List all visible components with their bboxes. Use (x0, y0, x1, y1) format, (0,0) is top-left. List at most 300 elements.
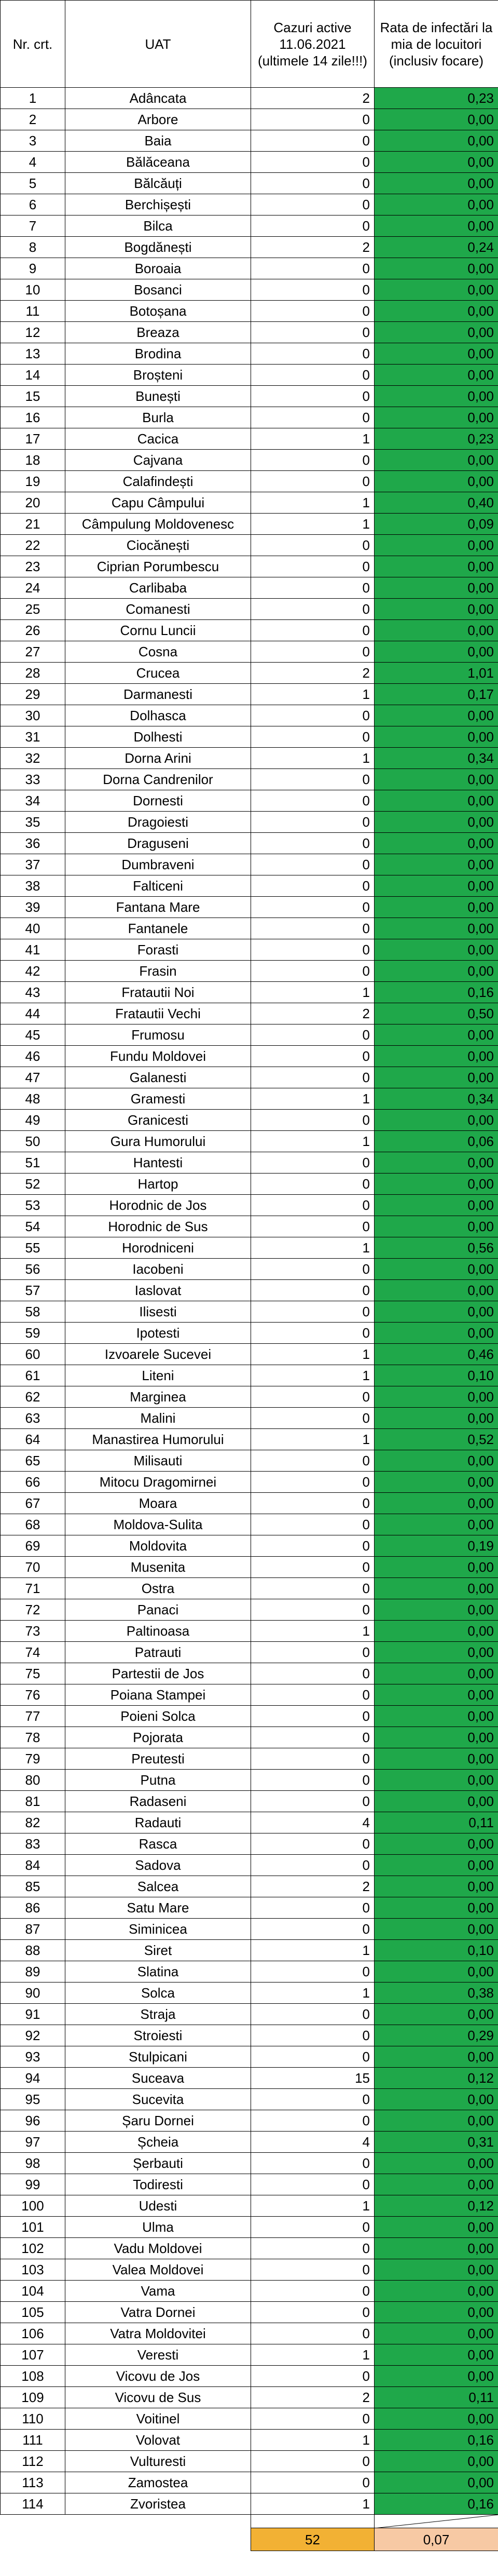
uat-name: Broșteni (65, 365, 251, 386)
table-row (1, 1748, 498, 1770)
active-cases: 0 (251, 1472, 375, 1493)
active-cases: 0 (251, 1386, 375, 1408)
infection-rate: 0,56 (375, 1237, 498, 1259)
uat-name: Botoșana (65, 301, 251, 322)
uat-name: Manastirea Humorului (65, 1429, 251, 1450)
infection-rate: 0,00 (375, 726, 498, 748)
infection-rate: 0,10 (375, 1940, 498, 1961)
uat-name: Dornesti (65, 790, 251, 812)
row-number: 108 (1, 2366, 65, 2387)
active-cases: 0 (251, 577, 375, 599)
row-number: 46 (1, 1046, 65, 1067)
table-row (1, 1237, 498, 1259)
infection-rate: 0,00 (375, 2366, 498, 2387)
uat-name: Capu Câmpului (65, 492, 251, 514)
row-number: 3 (1, 130, 65, 152)
infection-rate: 0,16 (375, 982, 498, 1003)
active-cases: 0 (251, 1706, 375, 1727)
row-number: 29 (1, 684, 65, 705)
active-cases: 0 (251, 1557, 375, 1578)
uat-name: Zamostea (65, 2472, 251, 2493)
table-row (1, 2493, 498, 2515)
row-number: 36 (1, 833, 65, 854)
row-number: 70 (1, 1557, 65, 1578)
uat-name: Siret (65, 1940, 251, 1961)
row-number: 111 (1, 2430, 65, 2451)
infection-rate: 0,00 (375, 1727, 498, 1748)
table-row (1, 1216, 498, 1237)
infection-rate: 0,00 (375, 620, 498, 641)
table-row (1, 1174, 498, 1195)
row-number: 51 (1, 1152, 65, 1174)
infection-rate: 0,00 (375, 875, 498, 897)
table-row (1, 1578, 498, 1599)
table-row (1, 1557, 498, 1578)
infection-rate: 0,00 (375, 535, 498, 556)
active-cases: 0 (251, 2302, 375, 2323)
row-number: 76 (1, 1684, 65, 1706)
active-cases: 0 (251, 173, 375, 194)
row-number: 38 (1, 875, 65, 897)
row-number: 9 (1, 258, 65, 279)
uat-name: Radaseni (65, 1791, 251, 1812)
uat-name: Horodnic de Sus (65, 1216, 251, 1237)
infection-rate: 0,00 (375, 1876, 498, 1897)
uat-name: Stroiesti (65, 2025, 251, 2046)
infection-rate: 0,12 (375, 2195, 498, 2217)
infection-rate: 0,00 (375, 1280, 498, 1301)
uat-name: Poiana Stampei (65, 1684, 251, 1706)
table-row (1, 1280, 498, 1301)
uat-name: Cacica (65, 428, 251, 450)
row-number: 67 (1, 1493, 65, 1514)
row-number: 42 (1, 961, 65, 982)
table-row (1, 663, 498, 684)
row-number: 91 (1, 2004, 65, 2025)
active-cases: 0 (251, 726, 375, 748)
table-row (1, 961, 498, 982)
table-row (1, 2302, 498, 2323)
active-cases: 1 (251, 1344, 375, 1365)
table-row (1, 1621, 498, 1642)
uat-name: Marginea (65, 1386, 251, 1408)
infection-rate: 0,40 (375, 492, 498, 514)
row-number: 55 (1, 1237, 65, 1259)
infection-rate: 0,00 (375, 1770, 498, 1791)
row-number: 45 (1, 1024, 65, 1046)
active-cases: 0 (251, 2472, 375, 2493)
infection-rate: 0,00 (375, 1599, 498, 1621)
infection-rate: 0,00 (375, 1110, 498, 1131)
table-row (1, 130, 498, 152)
table-row (1, 1706, 498, 1727)
table-row (1, 1131, 498, 1152)
row-number: 34 (1, 790, 65, 812)
infection-rate: 0,34 (375, 1088, 498, 1110)
table-row (1, 1301, 498, 1323)
active-cases: 1 (251, 428, 375, 450)
table-row (1, 2004, 498, 2025)
infection-rate: 0,29 (375, 2025, 498, 2046)
infection-rate: 0,11 (375, 2387, 498, 2408)
row-number: 37 (1, 854, 65, 875)
row-number: 6 (1, 194, 65, 215)
active-cases: 0 (251, 365, 375, 386)
infection-rate: 0,00 (375, 1408, 498, 1429)
uat-name: Stulpicani (65, 2046, 251, 2068)
infection-rate: 0,00 (375, 1152, 498, 1174)
uat-name: Siminicea (65, 1919, 251, 1940)
row-number: 12 (1, 322, 65, 343)
table-row (1, 599, 498, 620)
active-cases: 0 (251, 875, 375, 897)
row-number: 114 (1, 2493, 65, 2515)
row-number: 74 (1, 1642, 65, 1663)
table-row (1, 2132, 498, 2153)
header-nr: Nr. crt. (1, 1, 65, 88)
uat-name: Moldovita (65, 1535, 251, 1557)
row-number: 109 (1, 2387, 65, 2408)
table-row (1, 407, 498, 428)
table-row (1, 1833, 498, 1855)
table-row (1, 854, 498, 875)
uat-name: Bălăceana (65, 152, 251, 173)
table-row (1, 1493, 498, 1514)
active-cases: 0 (251, 854, 375, 875)
active-cases: 0 (251, 2323, 375, 2344)
uat-name: Vatra Moldovitei (65, 2323, 251, 2344)
table-row (1, 173, 498, 194)
row-number: 100 (1, 2195, 65, 2217)
infection-rate: 0,00 (375, 152, 498, 173)
uat-name: Pojorata (65, 1727, 251, 1748)
table-row (1, 279, 498, 301)
active-cases: 0 (251, 2238, 375, 2259)
table-row (1, 833, 498, 854)
active-cases: 0 (251, 1919, 375, 1940)
table-row (1, 1791, 498, 1812)
row-number: 16 (1, 407, 65, 428)
table-row (1, 343, 498, 365)
row-number: 61 (1, 1365, 65, 1386)
active-cases: 2 (251, 663, 375, 684)
active-cases: 0 (251, 2153, 375, 2174)
active-cases: 1 (251, 1131, 375, 1152)
uat-name: Boroaia (65, 258, 251, 279)
infection-rate: 0,00 (375, 1897, 498, 1919)
table-row (1, 1429, 498, 1450)
table-row (1, 109, 498, 130)
infection-rate: 0,00 (375, 301, 498, 322)
infection-rate: 0,00 (375, 215, 498, 237)
row-number: 80 (1, 1770, 65, 1791)
active-cases: 0 (251, 2366, 375, 2387)
table-row (1, 982, 498, 1003)
uat-name: Dumbraveni (65, 854, 251, 875)
row-number: 39 (1, 897, 65, 918)
row-number: 44 (1, 1003, 65, 1024)
active-cases: 1 (251, 982, 375, 1003)
table-row (1, 2451, 498, 2472)
table-row (1, 684, 498, 705)
active-cases: 0 (251, 2217, 375, 2238)
table-row (1, 1770, 498, 1791)
row-number: 85 (1, 1876, 65, 1897)
infection-rate: 0,00 (375, 130, 498, 152)
table-row (1, 2110, 498, 2132)
infection-rate: 0,00 (375, 705, 498, 726)
row-number: 59 (1, 1323, 65, 1344)
row-number: 22 (1, 535, 65, 556)
active-cases: 0 (251, 322, 375, 343)
uat-name: Straja (65, 2004, 251, 2025)
uat-name: Carlibaba (65, 577, 251, 599)
uat-name: Fratautii Vechi (65, 1003, 251, 1024)
uat-name: Breaza (65, 322, 251, 343)
active-cases: 2 (251, 2387, 375, 2408)
table-row (1, 322, 498, 343)
active-cases: 0 (251, 471, 375, 492)
active-cases: 15 (251, 2068, 375, 2089)
uat-name: Dorna Arini (65, 748, 251, 769)
active-cases: 4 (251, 1812, 375, 1833)
active-cases: 0 (251, 1174, 375, 1195)
uat-name: Satu Mare (65, 1897, 251, 1919)
uat-name: Bălcăuți (65, 173, 251, 194)
infection-rate: 0,00 (375, 2089, 498, 2110)
active-cases: 0 (251, 1684, 375, 1706)
table-row (1, 705, 498, 726)
active-cases: 0 (251, 194, 375, 215)
active-cases: 0 (251, 620, 375, 641)
infection-rate: 0,24 (375, 237, 498, 258)
uat-name: Câmpulung Moldovenesc (65, 514, 251, 535)
uat-name: Suceava (65, 2068, 251, 2089)
table-row (1, 88, 498, 109)
active-cases: 1 (251, 1940, 375, 1961)
active-cases: 1 (251, 2344, 375, 2366)
uat-name: Fantanele (65, 918, 251, 939)
infection-rate: 0,00 (375, 1472, 498, 1493)
active-cases: 0 (251, 1152, 375, 1174)
row-number: 15 (1, 386, 65, 407)
diagonal-line-icon (375, 2515, 498, 2528)
active-cases: 1 (251, 1088, 375, 1110)
table-row (1, 2089, 498, 2110)
infection-rate: 0,00 (375, 897, 498, 918)
infection-rate: 0,00 (375, 961, 498, 982)
uat-name: Preutesti (65, 1748, 251, 1770)
infection-rate: 0,12 (375, 2068, 498, 2089)
uat-name: Frasin (65, 961, 251, 982)
uat-name: Valea Moldovei (65, 2259, 251, 2281)
infection-rate: 0,00 (375, 577, 498, 599)
uat-name: Milisauti (65, 1450, 251, 1472)
table-row (1, 1940, 498, 1961)
infection-rate: 0,00 (375, 1386, 498, 1408)
table-row (1, 535, 498, 556)
active-cases: 0 (251, 1748, 375, 1770)
table-row (1, 1088, 498, 1110)
infection-rate: 0,31 (375, 2132, 498, 2153)
infection-rate: 0,00 (375, 2004, 498, 2025)
infection-rate: 0,00 (375, 471, 498, 492)
active-cases: 0 (251, 1897, 375, 1919)
active-cases: 0 (251, 2046, 375, 2068)
uat-name: Dolhesti (65, 726, 251, 748)
active-cases: 0 (251, 1770, 375, 1791)
active-cases: 0 (251, 407, 375, 428)
uat-name: Darmanesti (65, 684, 251, 705)
row-number: 79 (1, 1748, 65, 1770)
table-row (1, 2472, 498, 2493)
table-row (1, 1855, 498, 1876)
table-row (1, 1259, 498, 1280)
table-row (1, 577, 498, 599)
active-cases: 0 (251, 2451, 375, 2472)
active-cases: 0 (251, 599, 375, 620)
total-cases: 52 (251, 2528, 375, 2551)
row-number: 27 (1, 641, 65, 663)
active-cases: 0 (251, 1067, 375, 1088)
infection-rate: 0,00 (375, 450, 498, 471)
infection-rate: 0,00 (375, 2153, 498, 2174)
infection-rate: 0,00 (375, 2217, 498, 2238)
infection-rate: 0,00 (375, 599, 498, 620)
infection-rate: 0,50 (375, 1003, 498, 1024)
table-row (1, 428, 498, 450)
active-cases: 1 (251, 2430, 375, 2451)
table-row (1, 1344, 498, 1365)
active-cases: 0 (251, 301, 375, 322)
table-row (1, 1919, 498, 1940)
row-number: 10 (1, 279, 65, 301)
active-cases: 2 (251, 1876, 375, 1897)
infection-rate: 0,00 (375, 386, 498, 407)
uat-name: Baia (65, 130, 251, 152)
table-row (1, 1323, 498, 1344)
active-cases: 0 (251, 1961, 375, 1982)
row-number: 73 (1, 1621, 65, 1642)
uat-name: Volovat (65, 2430, 251, 2451)
row-number: 7 (1, 215, 65, 237)
row-number: 57 (1, 1280, 65, 1301)
table-row (1, 1386, 498, 1408)
uat-name: Ciprian Porumbescu (65, 556, 251, 577)
table-row (1, 812, 498, 833)
table-row (1, 1812, 498, 1833)
infection-rate: 0,00 (375, 407, 498, 428)
table-row (1, 514, 498, 535)
active-cases: 0 (251, 1578, 375, 1599)
uat-name: Fundu Moldovei (65, 1046, 251, 1067)
active-cases: 0 (251, 1259, 375, 1280)
infection-rate: 0,00 (375, 1323, 498, 1344)
uat-name: Cajvana (65, 450, 251, 471)
active-cases: 0 (251, 386, 375, 407)
table-row (1, 1599, 498, 1621)
table-row (1, 2366, 498, 2387)
active-cases: 0 (251, 897, 375, 918)
uat-name: Bilca (65, 215, 251, 237)
uat-name: Liteni (65, 1365, 251, 1386)
row-number: 4 (1, 152, 65, 173)
infection-rate: 0,00 (375, 1450, 498, 1472)
active-cases: 0 (251, 130, 375, 152)
infection-rate: 0,00 (375, 1578, 498, 1599)
table-row (1, 1067, 498, 1088)
row-number: 102 (1, 2238, 65, 2259)
infection-rate: 0,00 (375, 2472, 498, 2493)
row-number: 1 (1, 88, 65, 109)
row-number: 75 (1, 1663, 65, 1684)
infection-rate: 0,00 (375, 258, 498, 279)
table-row (1, 492, 498, 514)
row-number: 88 (1, 1940, 65, 1961)
row-number: 11 (1, 301, 65, 322)
row-number: 56 (1, 1259, 65, 1280)
infection-rate: 0,00 (375, 2451, 498, 2472)
row-number: 101 (1, 2217, 65, 2238)
infection-rate: 0,00 (375, 173, 498, 194)
infection-rate: 0,16 (375, 2493, 498, 2515)
active-cases: 0 (251, 1833, 375, 1855)
infection-rate: 0,00 (375, 2174, 498, 2195)
uat-name: Vatra Dornei (65, 2302, 251, 2323)
row-number: 99 (1, 2174, 65, 2195)
active-cases: 0 (251, 1855, 375, 1876)
table-row (1, 1727, 498, 1748)
infection-rate: 0,00 (375, 1833, 498, 1855)
header-uat: UAT (65, 1, 251, 88)
infection-rate: 0,09 (375, 514, 498, 535)
table-row (1, 2174, 498, 2195)
row-number: 41 (1, 939, 65, 961)
uat-name: Ciocănești (65, 535, 251, 556)
row-number: 14 (1, 365, 65, 386)
row-number: 68 (1, 1514, 65, 1535)
active-cases: 0 (251, 1046, 375, 1067)
row-number: 71 (1, 1578, 65, 1599)
infection-rate: 0,10 (375, 1365, 498, 1386)
uat-name: Voitinel (65, 2408, 251, 2430)
active-cases: 0 (251, 1195, 375, 1216)
row-number: 69 (1, 1535, 65, 1557)
table-row (1, 897, 498, 918)
row-number: 94 (1, 2068, 65, 2089)
row-number: 25 (1, 599, 65, 620)
active-cases: 0 (251, 2281, 375, 2302)
infection-rate: 0,00 (375, 1748, 498, 1770)
table-row (1, 386, 498, 407)
row-number: 84 (1, 1855, 65, 1876)
active-cases: 0 (251, 1727, 375, 1748)
row-number: 2 (1, 109, 65, 130)
row-number: 104 (1, 2281, 65, 2302)
row-number: 54 (1, 1216, 65, 1237)
infection-rate: 0,00 (375, 2323, 498, 2344)
active-cases: 0 (251, 1450, 375, 1472)
row-number: 83 (1, 1833, 65, 1855)
table-row (1, 2259, 498, 2281)
table-row (1, 620, 498, 641)
row-number: 63 (1, 1408, 65, 1429)
table-row (1, 1046, 498, 1067)
uat-name: Solca (65, 1982, 251, 2004)
uat-name: Vicovu de Jos (65, 2366, 251, 2387)
infection-rate: 0,00 (375, 1961, 498, 1982)
uat-name: Sucevita (65, 2089, 251, 2110)
